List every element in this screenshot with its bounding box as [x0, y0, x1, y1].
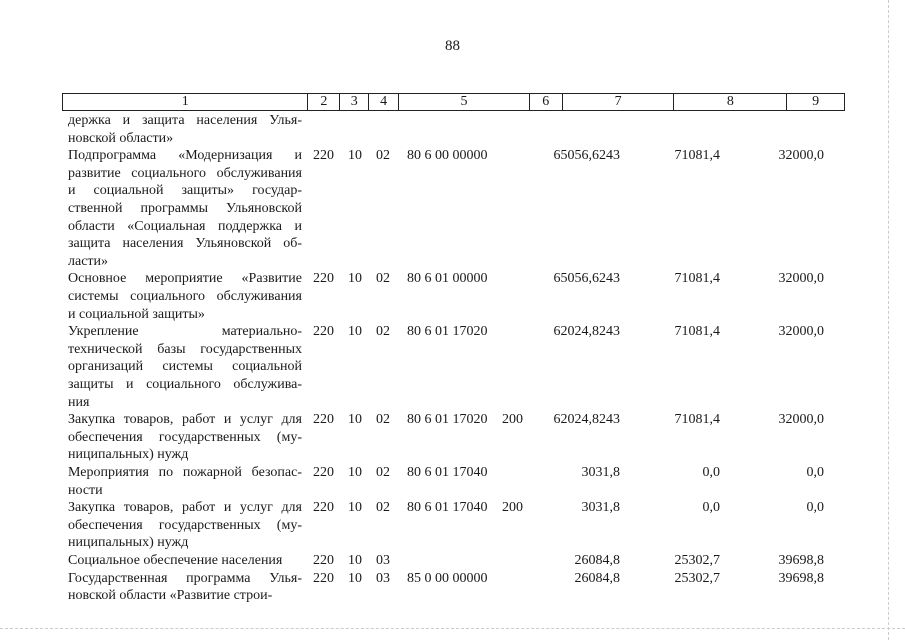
- col-9-amount: 39698,8: [778, 570, 824, 586]
- table-header: [62, 93, 845, 111]
- row-description: [68, 499, 302, 552]
- description-line: и социальной защиты» государ-: [68, 183, 302, 199]
- header-cell-3: 3: [340, 94, 369, 110]
- col-4-value: 02: [376, 324, 390, 340]
- col-2-value: 220: [313, 324, 334, 340]
- col-3-value: 10: [348, 465, 362, 480]
- row-description: [68, 323, 302, 411]
- description-line: защиты и социального обслужива-: [68, 376, 302, 392]
- col-8-amount: 71081,4: [674, 148, 720, 164]
- col-3-value: 10: [348, 271, 362, 287]
- row-description: [68, 552, 302, 570]
- col-3-value: 10: [348, 553, 362, 568]
- row-description: [68, 112, 302, 147]
- col-9-amount: 32000,0: [778, 412, 824, 428]
- col-8-amount: 25302,7: [674, 553, 720, 568]
- description-line: Социальное обеспечение населения: [68, 553, 283, 568]
- col-2-value: 220: [313, 500, 334, 516]
- col-5-code: 80 6 01 17040: [407, 500, 488, 516]
- col-3-value: 10: [348, 412, 362, 428]
- col-9-amount: 0,0: [806, 465, 824, 480]
- col-2-value: 220: [313, 465, 334, 480]
- description-line: организаций системы социальной: [68, 359, 302, 375]
- col-2-value: 220: [313, 553, 334, 568]
- col-5-code: 80 6 01 17040: [407, 465, 488, 480]
- col-6-value: 200: [502, 500, 523, 516]
- col-3-value: 10: [348, 570, 362, 586]
- col-8-amount: 25302,7: [674, 570, 720, 586]
- table-row: [0, 570, 905, 605]
- row-description: [68, 570, 302, 605]
- col-5-code: 85 0 00 00000: [407, 570, 488, 586]
- row-description: [68, 147, 302, 270]
- description-line: ниципальных) нужд: [68, 447, 189, 463]
- description-line: развитие социального обслуживания: [68, 165, 302, 181]
- header-cell-2: 2: [308, 94, 340, 110]
- col-8-amount: 0,0: [702, 465, 720, 480]
- description-line: ственной программы Ульяновской: [68, 200, 302, 216]
- col-5-code: 80 6 01 17020: [407, 412, 488, 428]
- header-cell-6: 6: [530, 94, 563, 110]
- col-9-amount: 32000,0: [778, 271, 824, 287]
- header-cell-7: 7: [563, 94, 675, 110]
- table-row: [0, 552, 905, 570]
- col-4-value: 02: [376, 148, 390, 164]
- col-7-amount: 65056,6243: [553, 148, 620, 164]
- description-line: Мероприятия по пожарной безопас-: [68, 465, 302, 480]
- table-row: [0, 499, 905, 552]
- col-2-value: 220: [313, 271, 334, 287]
- col-9-amount: 32000,0: [778, 324, 824, 340]
- description-line: новской области «Развитие строи-: [68, 588, 273, 604]
- row-description: [68, 411, 302, 464]
- col-8-amount: 71081,4: [674, 324, 720, 340]
- description-line: ности: [68, 482, 103, 498]
- description-line: технической базы государственных: [68, 341, 302, 357]
- description-line: обеспечения государственных (му-: [68, 517, 302, 533]
- table-row: [0, 112, 905, 147]
- col-2-value: 220: [313, 570, 334, 586]
- table-row: [0, 411, 905, 464]
- description-line: защита населения Ульяновской об-: [68, 236, 302, 252]
- col-7-amount: 3031,8: [581, 500, 620, 516]
- description-line: Основное мероприятие «Развитие: [68, 271, 302, 287]
- description-line: ния: [68, 394, 90, 410]
- col-8-amount: 71081,4: [674, 412, 720, 428]
- col-5-code: 80 6 01 17020: [407, 324, 488, 340]
- col-2-value: 220: [313, 412, 334, 428]
- description-line: ниципальных) нужд: [68, 535, 189, 551]
- col-4-value: 03: [376, 570, 390, 586]
- col-5-code: 80 6 01 00000: [407, 271, 488, 287]
- description-line: держка и защита населения Улья-: [68, 113, 302, 128]
- col-9-amount: 32000,0: [778, 148, 824, 164]
- description-line: новской области»: [68, 130, 174, 146]
- header-cell-9: 9: [812, 94, 820, 109]
- header-cell-5: 5: [399, 94, 530, 110]
- description-line: ласти»: [68, 253, 109, 269]
- table-row: [0, 323, 905, 411]
- col-2-value: 220: [313, 148, 334, 164]
- col-7-amount: 62024,8243: [553, 412, 620, 428]
- col-9-amount: 39698,8: [778, 553, 824, 568]
- col-9-amount: 0,0: [806, 500, 824, 516]
- col-5-code: 80 6 00 00000: [407, 148, 488, 164]
- header-cell-8: 8: [674, 94, 787, 110]
- page-number: 88: [445, 38, 460, 54]
- col-6-value: 200: [502, 412, 523, 428]
- table-row: [0, 464, 905, 499]
- table-row: [0, 270, 905, 323]
- col-3-value: 10: [348, 500, 362, 516]
- col-7-amount: 26084,8: [574, 553, 620, 568]
- scan-edge-bottom: [0, 628, 905, 629]
- description-line: Закупка товаров, работ и услуг для: [68, 500, 302, 516]
- description-line: Государственная программа Улья-: [68, 570, 302, 586]
- col-7-amount: 3031,8: [581, 465, 620, 480]
- col-7-amount: 26084,8: [574, 570, 620, 586]
- description-line: и социальной защиты»: [68, 306, 205, 322]
- col-7-amount: 65056,6243: [553, 271, 620, 287]
- description-line: системы социального обслуживания: [68, 288, 302, 304]
- col-4-value: 03: [376, 553, 390, 568]
- row-description: [68, 464, 302, 499]
- description-line: Укрепление материально-: [68, 324, 302, 340]
- col-3-value: 10: [348, 324, 362, 340]
- col-8-amount: 0,0: [702, 500, 720, 516]
- col-3-value: 10: [348, 148, 362, 164]
- col-4-value: 02: [376, 465, 390, 480]
- scan-edge-right: [888, 0, 889, 640]
- description-line: Подпрограмма «Модернизация и: [68, 148, 302, 164]
- description-line: области «Социальная поддержка и: [68, 218, 302, 234]
- col-4-value: 02: [376, 500, 390, 516]
- row-description: [68, 270, 302, 323]
- col-8-amount: 71081,4: [674, 271, 720, 287]
- table-row: [0, 147, 905, 270]
- col-4-value: 02: [376, 271, 390, 287]
- header-cell-1: 1: [63, 94, 308, 110]
- col-7-amount: 62024,8243: [553, 324, 620, 340]
- header-cell-4: 4: [369, 94, 399, 110]
- col-4-value: 02: [376, 412, 390, 428]
- description-line: Закупка товаров, работ и услуг для: [68, 412, 302, 428]
- description-line: обеспечения государственных (му-: [68, 429, 302, 445]
